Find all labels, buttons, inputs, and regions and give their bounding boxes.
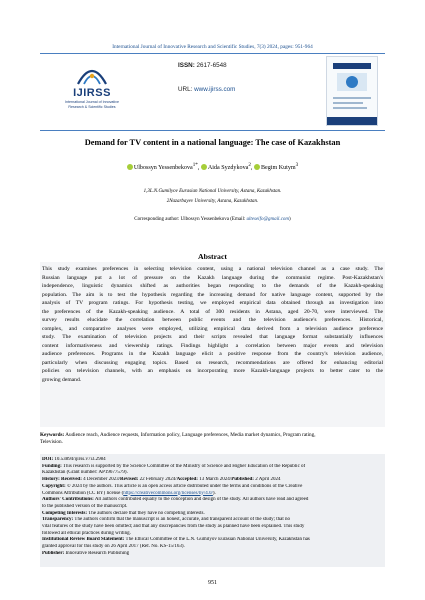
author-separator: , (197, 165, 200, 172)
irb-label: Institutional Review Board Statement: (42, 537, 125, 543)
orcid-icon[interactable] (127, 164, 133, 170)
abstract-line: This study examines preferences in selecting television content, using a national television channel as a case study. The (42, 266, 383, 272)
issn-value: 2617-6548 (196, 62, 227, 69)
article-title: Demand for TV content in a national language: The case of Kazakhstan (84, 138, 341, 147)
keywords-text-2: Television. (40, 439, 63, 445)
abstract-line: complex, and comparative analyses were employed, utilizing empirical data derived from a television audience preference (42, 325, 383, 332)
funding-line-2: Kazakhstan (Grant number: AP19677579). (42, 470, 128, 476)
journal-cover-image (326, 56, 378, 126)
logo-subtitle-1: International Journal of Innovative (65, 100, 119, 104)
author-name: Begim Kutym (260, 165, 296, 172)
author-affiliation-mark: 3 (295, 162, 299, 168)
competing-line (42, 511, 383, 518)
journal-url-link[interactable]: www.ijirss.com (194, 86, 236, 93)
logo-text: IJIRSS (73, 87, 111, 99)
accepted-label: Accepted: (176, 477, 198, 483)
publisher-text: Innovative Research Publishing (65, 550, 130, 556)
author-affiliation-mark: 1* (192, 162, 198, 168)
url-label: URL: (178, 86, 193, 93)
corresponding-close: ) (289, 217, 291, 222)
logo-emblem-icon (74, 62, 110, 86)
funding-label: Funding: (42, 463, 62, 469)
keywords (40, 432, 385, 446)
abstract-line: population. The aim is to test the hypothesis regarding the increasing demand for native language content, supported by the (42, 291, 383, 298)
corresponding-label: Corresponding author: Ulbossyn Yessenbekova (Email: (134, 217, 246, 222)
abstract-line: independence, linguistic dynamics shifted as authorities began responding to the demands of the Kazakh-speaking (42, 283, 383, 289)
revised-value: 22 February 2024/ (139, 477, 177, 483)
cover-thumbnail-icon (327, 57, 377, 125)
competing-label: Competing Interests: (42, 510, 88, 516)
issn-line (178, 62, 227, 69)
contributions-label: Authors' Contributions: (42, 497, 94, 503)
copyright-close: ). (212, 490, 216, 496)
orcid-icon[interactable] (201, 164, 207, 170)
corresponding-author (0, 217, 425, 222)
contributions-line-2: to the published version of the manuscript. (42, 503, 128, 509)
doi-value[interactable]: 10.53894/ijirss.v7i3.2984 (54, 457, 106, 462)
abstract-line: policies on television channels, with an emphasis on incorporating more Kazakh-language projects to better cater to the (42, 368, 383, 374)
orcid-icon[interactable] (254, 164, 260, 170)
author-affiliation-mark: 2 (248, 162, 251, 168)
copyright-line (42, 484, 383, 491)
affiliation-2: 2Nazarbayev University, Astana, Kazakhstan. (166, 199, 259, 204)
abstract-line: audience preferences. Programs in the Kazakh language elicit a positive response from the country's television audience, (42, 351, 383, 357)
copyright-label: Copyright: (42, 483, 66, 489)
irb-line (42, 537, 383, 544)
abstract-line: growing demand. (42, 376, 82, 383)
abstract-line: the preferences of the Kazakh-speaking audience. A total of 300 residents in Astana, aged 20-70, were interviewed. The (42, 308, 383, 315)
keywords-text: Audience reach, Audience requests, Information policy, Language preferences, Media market dynamics, Program rating, (65, 432, 316, 438)
transparency-line-3: followed all ethical practices during writing. (42, 530, 131, 536)
transparency-label: Transparency: (42, 517, 74, 523)
issn-label: ISSN: (178, 62, 195, 69)
author-separator: , (250, 165, 253, 172)
copyright-line-2 (42, 491, 383, 498)
abstract-heading: Abstract (197, 252, 227, 261)
abstract-body (40, 262, 385, 427)
logo-subtitle-2: Research & Scientific Studies (68, 105, 116, 109)
doi-label: DOI: (42, 457, 54, 462)
copyright-text: © 2024 by the authors. This article is an open access article distributed under the terms and conditions of the Creative (66, 483, 303, 489)
journal-logo (46, 62, 138, 114)
affiliation-1: 1,3L.N.Gumilyov Eurasian National University, Astana, Kazakhstan. (143, 189, 282, 194)
transparency-line (42, 517, 383, 524)
received-value: 4 December 2023/ (83, 477, 121, 483)
top-rule (40, 53, 385, 54)
license-link[interactable]: https://creativecommons.org/licenses/by/4.0/ (123, 490, 213, 496)
transparency-text: The authors confirm that the manuscript is an honest, accurate, and transparent account of the study; that no (74, 517, 291, 523)
abstract-line: analysis of TV program ratings. For hypothesis testing, we employed empirical data obtained through an investigation into (42, 300, 383, 306)
author-name: Aida Syzdykova (207, 165, 249, 172)
received-label: Received: (61, 477, 82, 483)
publisher-label: Publisher: (42, 550, 65, 556)
journal-citation-line: International Journal of Innovative Research and Scientific Studies, 7(3) 2024, pages: 951-964 (112, 44, 313, 50)
accepted-value: 13 March 2024/ (199, 477, 232, 483)
abstract-line: survey results elucidate the correlation between public events and the television audience's preferences. Historical, (42, 317, 383, 323)
corresponding-email-link[interactable]: ulteseifo@gmail.com (246, 217, 290, 222)
doi-line (42, 457, 383, 464)
author-list (0, 162, 425, 171)
transparency-line-2: vital features of the study have been omitted; and that any discrepancies from the study as planned have been explained. This study (42, 524, 305, 530)
url-line (178, 86, 235, 93)
abstract-line: particularly when discussing engaging topics. Based on research, recommendations are offered for enhancing editorial (42, 359, 383, 366)
competing-text: The authors declare that they have no competing interests. (88, 510, 205, 516)
published-label: Published: (231, 477, 254, 483)
abstract-line: content informativeness and viewership ratings. Findings highlight a correlation between major events and television (42, 342, 383, 349)
history-label: History: (42, 477, 60, 483)
article-metadata (40, 454, 385, 567)
header-bottom-rule (40, 130, 385, 131)
history-line (42, 477, 383, 484)
contributions-text: All authors contributed equally to the conception and design of the study. All authors have read and agreed (94, 497, 309, 503)
page-number: 951 (208, 580, 217, 586)
revised-label: Revised: (120, 477, 139, 483)
published-value: 2 April 2024 (255, 477, 281, 483)
journal-header (40, 56, 385, 126)
irb-line-2: granted approval for this study on 26 April 2017 (Ref. No. KS-15/163). (42, 544, 185, 550)
contributions-line (42, 497, 383, 504)
funding-text: This research is supported by the Science Committee of the Ministry of Science and Higher Education of the Republic of (62, 463, 306, 469)
copyright-text-2: Commons Attribution (CC BY) license ( (42, 490, 124, 496)
abstract-line: Russian language put a lot of pressure on the Kazakh language during the communist regime. Post-Kazakhstan's (42, 274, 383, 281)
irb-text: The Ethical Committee of the L.N. Gumilyov Eurasian National University, Kazakhstan has (125, 537, 310, 543)
funding-line (42, 464, 383, 471)
publisher-line (42, 551, 383, 558)
keywords-label: Keywords: (40, 432, 65, 438)
author-name: Ulbossyn Yessenbekova (133, 165, 193, 172)
abstract-line: study. The examination of television projects and their scripts revealed that language format substantially influences (42, 334, 383, 340)
